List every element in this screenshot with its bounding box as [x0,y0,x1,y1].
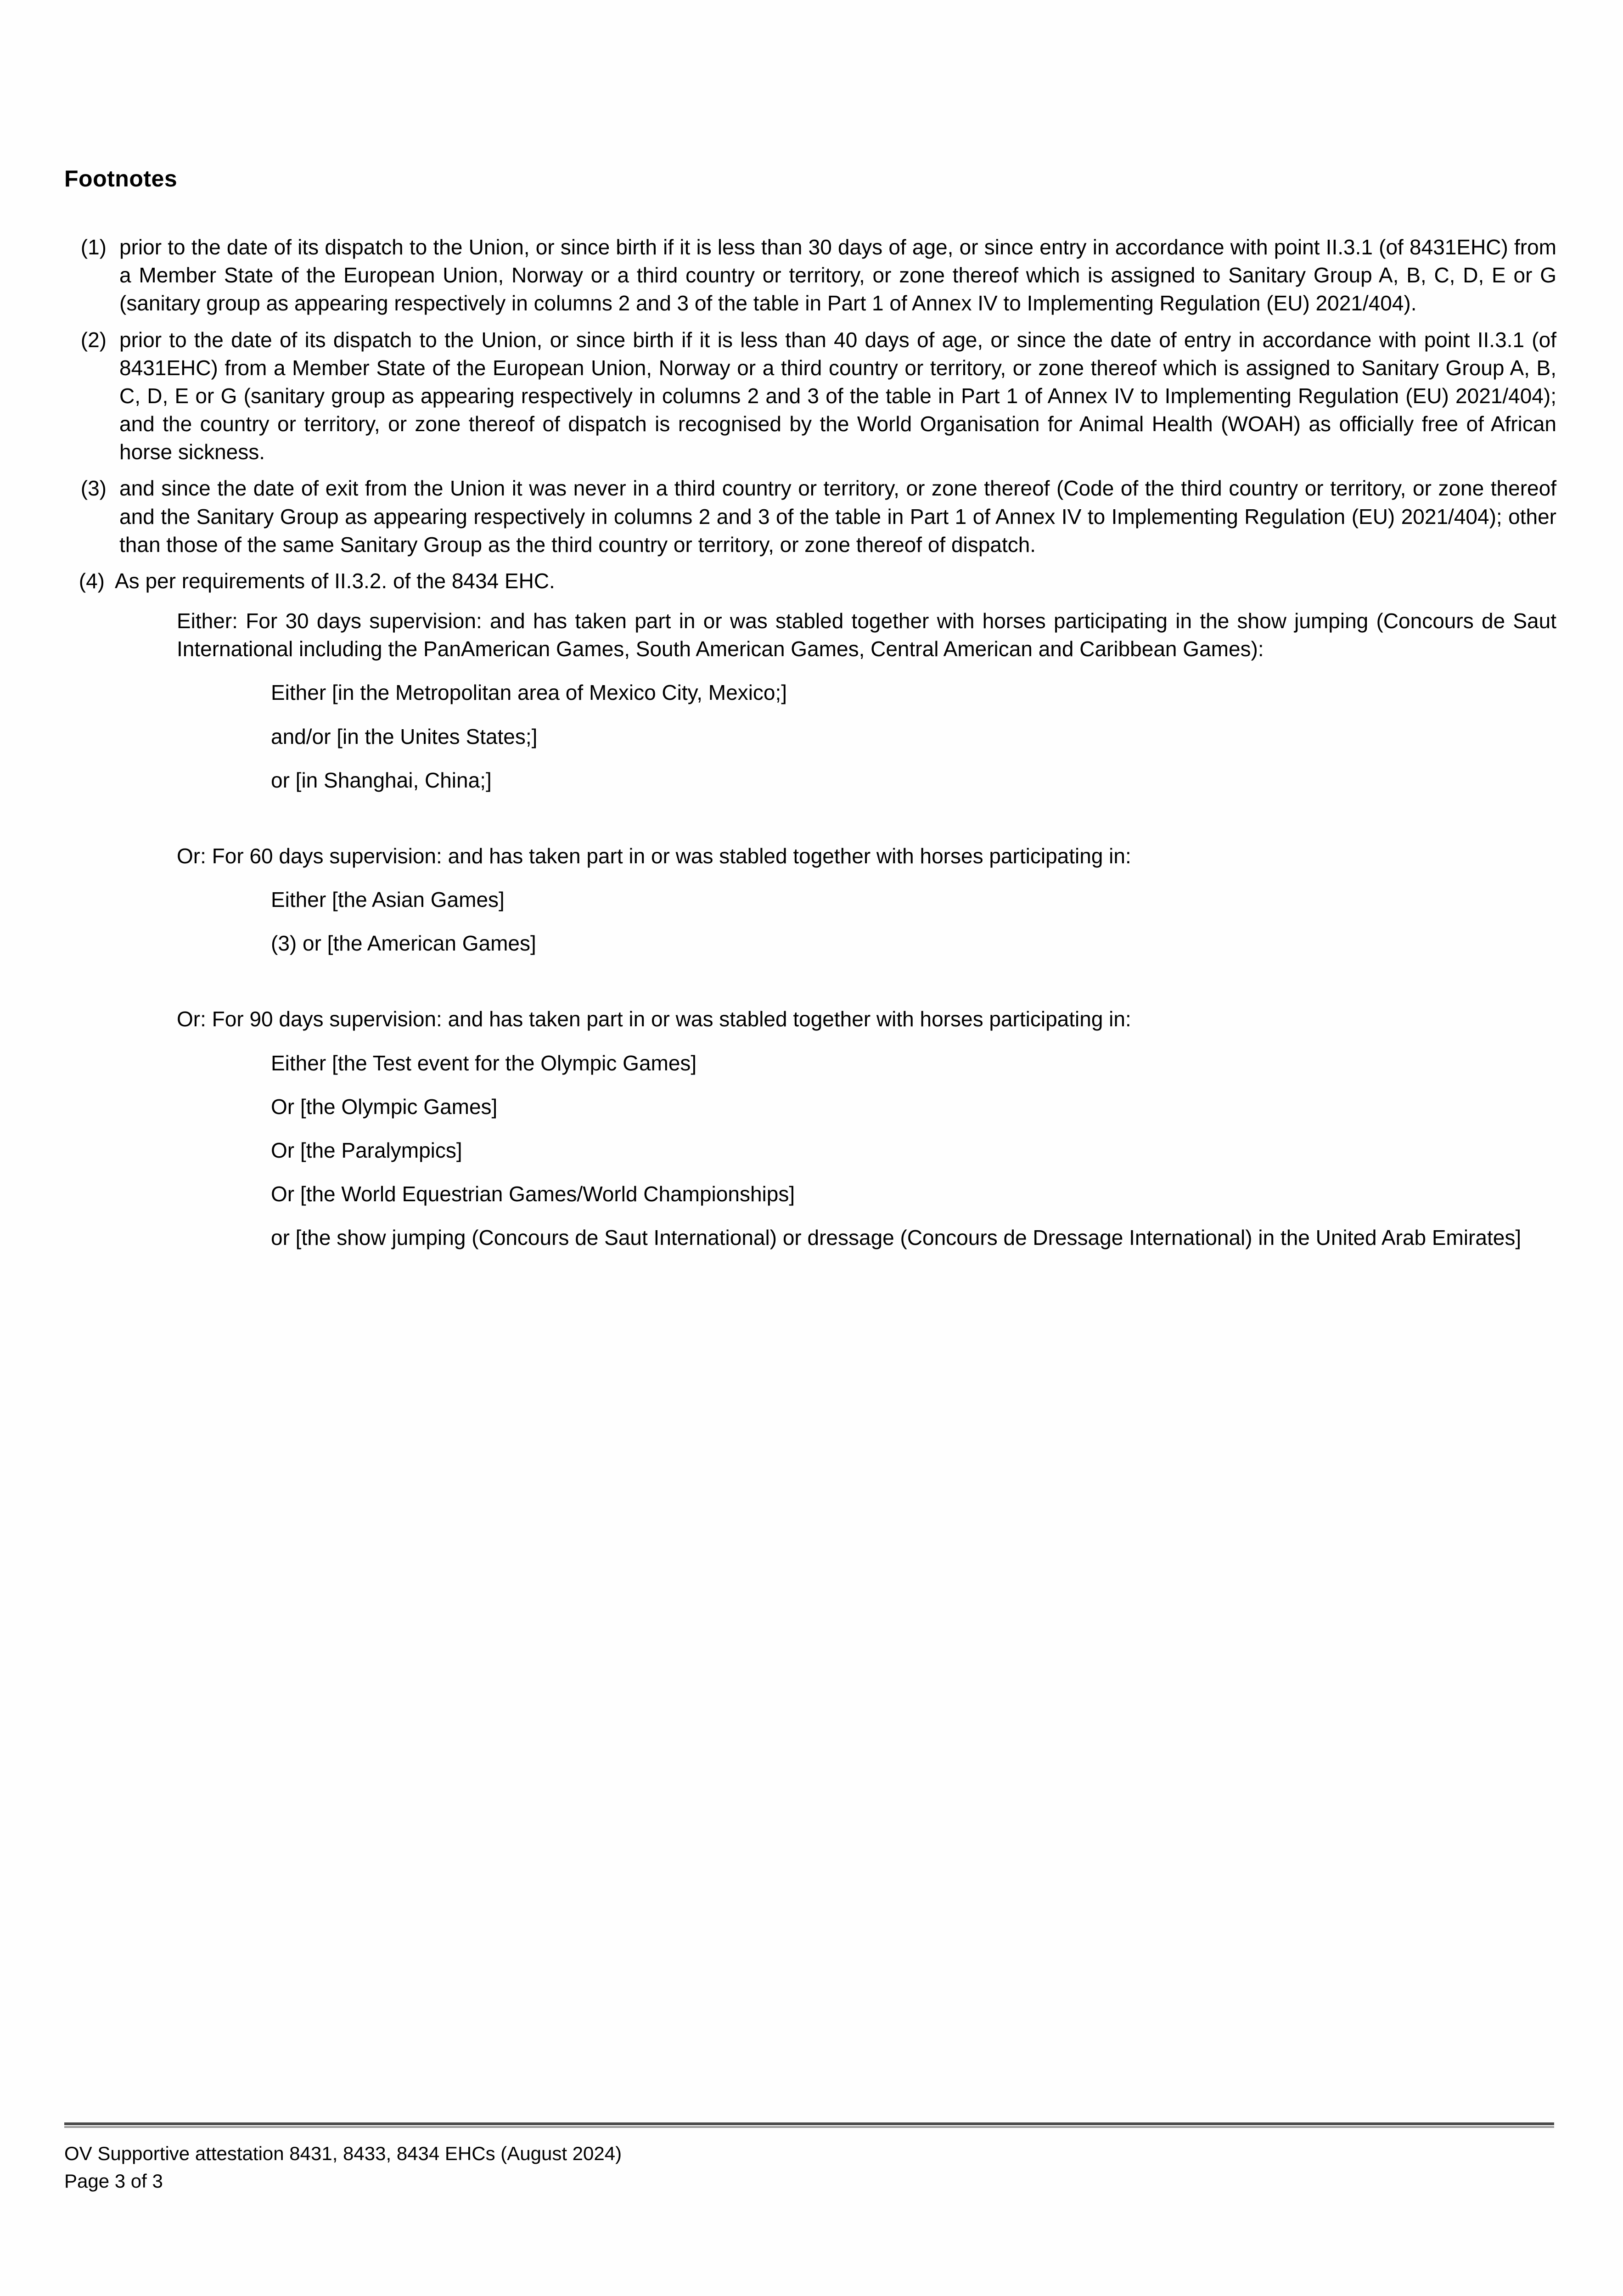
footnote-marker: (1) [80,235,107,259]
footnote-marker: (3) [80,476,107,501]
footnote-text: prior to the date of its dispatch to the Union, or since birth if it is less than 40 days of age, or since the date of entry in accordance with point II.3.1 (of 8431EHC) from a Member State of the European Union, Norway or a third country or territory, or zone thereof which is assigned to Sanitary Group A, B, C, D, E or G (sanitary group as appearing respectively in columns 2 and 3 of the table in Part 1 of Annex IV to Implementing Regulation (EU) 2021/404); and the country or territory, or zone thereof of dispatch is recognised by the World Organisation for Animal Health (WOAH) as officially free of African horse sickness. [119,327,1556,464]
supervision-90-option-3: Or [the Paralympics] [271,1138,462,1162]
footnotes-list [64,233,1556,595]
supervision-30-option-2: and/or [in the Unites States;] [271,724,538,748]
supervision-30-lead: Either: For 30 days supervision: and has taken part in or was stabled together with horses participating in the show jumping (Concours de Saut International including the PanAmerican Games, South American Games, Central American and Caribbean Games): [177,609,1556,661]
footnote-marker: (4) [79,568,105,593]
list-item [64,474,1556,559]
supervision-90-option-2: Or [the Olympic Games] [271,1094,498,1119]
footnote-text: As per requirements of II.3.2. of the 8434 EHC. [115,568,555,593]
supervision-60-option-1: Either [the Asian Games] [271,888,505,912]
footer-document-title: OV Supportive attestation 8431, 8433, 8434 EHCs (August 2024) [64,2143,622,2164]
supervision-30-option-1: Either [in the Metropolitan area of Mexico City, Mexico;] [271,681,787,705]
footnote-marker: (2) [80,327,107,352]
supervision-90-option-5: or [the show jumping (Concours de Saut International) or dressage (Concours de Dressage International) in the United Arab Emirates] [271,1226,1522,1250]
supervision-90-option-4: Or [the World Equestrian Games/World Championships] [271,1182,795,1206]
list-item [64,567,1556,595]
supervision-60-lead: Or: For 60 days supervision: and has taken part in or was stabled together with horses participating in: [177,844,1131,868]
supervision-90-lead: Or: For 90 days supervision: and has taken part in or was stabled together with horses participating in: [177,1007,1131,1031]
footer-divider [64,2122,1554,2125]
spacer [64,957,1556,993]
footnote-text: and since the date of exit from the Union it was never in a third country or territory, or zone thereof (Code of the third country or territory, or zone thereof and the Sanitary Group as appearing respectively in columns 2 and 3 of the table in Part 1 of Annex IV to Implementing Regulation (EU) 2021/404); other than those of the same Sanitary Group as the third country or territory, or zone thereof of dispatch. [119,476,1556,557]
supervision-90-option-1: Either [the Test event for the Olympic Games] [271,1051,697,1075]
list-item [64,326,1556,467]
supervision-60-option-2: (3) or [the American Games] [271,931,536,956]
document-body [64,165,1556,1252]
footer-page-number: Page 3 of 3 [64,2170,163,2192]
page-title: Footnotes [64,166,178,191]
list-item [64,233,1556,318]
footer-divider-shadow [64,2126,1554,2128]
spacer [64,794,1556,830]
page-footer [64,2140,1533,2195]
supervision-30-option-3: or [in Shanghai, China;] [271,768,492,792]
footnote-text: prior to the date of its dispatch to the Union, or since birth if it is less than 30 days of age, or since entry in accordance with point II.3.1 (of 8431EHC) from a Member State of the European Union, Norway or a third country or territory, or zone thereof which is assigned to Sanitary Group A, B, C, D, E or G (sanitary group as appearing respectively in columns 2 and 3 of the table in Part 1 of Annex IV to Implementing Regulation (EU) 2021/404). [119,235,1556,315]
